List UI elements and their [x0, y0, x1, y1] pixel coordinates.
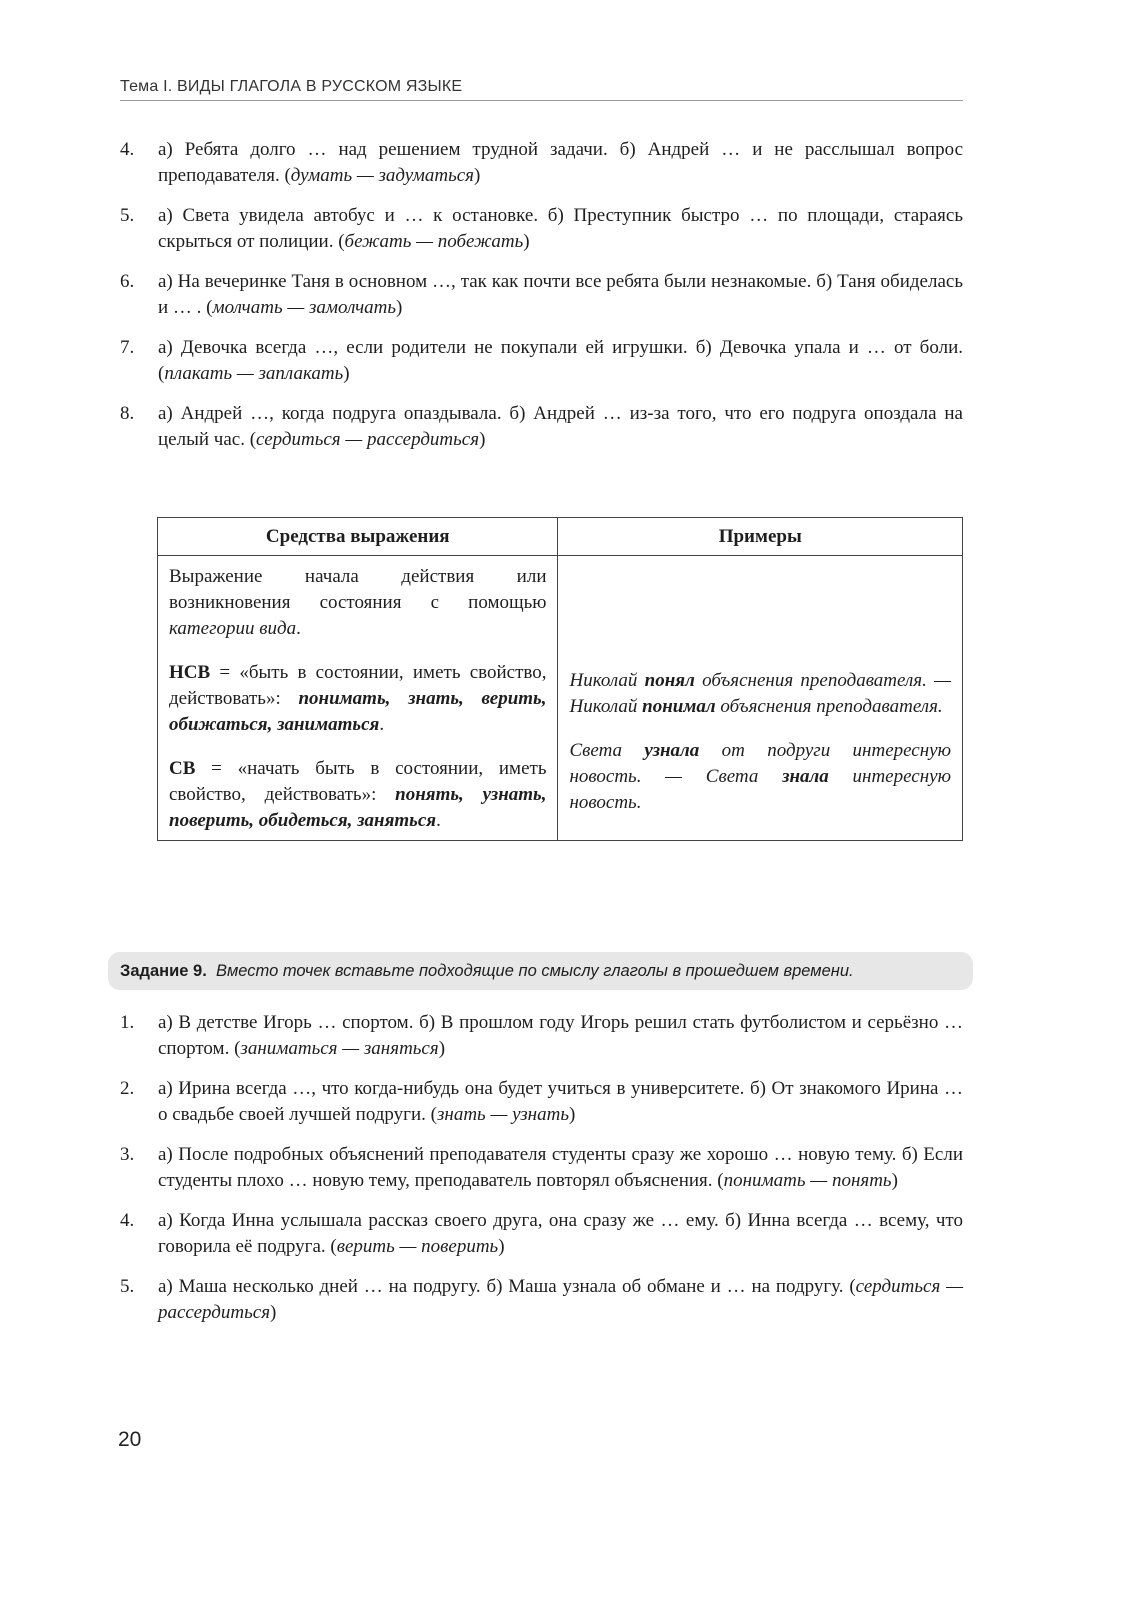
nsv-end: . — [379, 714, 385, 735]
means-intro — [169, 564, 546, 642]
item-verbs: бежать — побежать — [344, 231, 524, 252]
item-number: 5. — [120, 205, 135, 226]
exercise-item-3 — [120, 1142, 963, 1194]
item-close: ) — [568, 1104, 576, 1125]
item-text: а) На вечеринке Таня в основном …, так как почти все ребята были незнакомые. б) Таня обиделась и … . ( — [158, 271, 963, 318]
task-banner — [108, 952, 973, 990]
item-number: 3. — [120, 1144, 135, 1165]
nsv-verbs: понимать, знать, верить, обижаться, заниматься — [169, 688, 547, 735]
item-text: а) Света увидела автобус и … к остановке. б) Преступник быстро … по площади, стараясь скрыться от полиции. ( — [158, 205, 963, 252]
table-cell-examples — [558, 556, 963, 841]
item-number: 2. — [120, 1078, 135, 1099]
item-close: ) — [523, 231, 530, 252]
example-2-a: Света — [569, 740, 645, 761]
item-text: а) После подробных объяснений преподавателя студенты сразу же хорошо … новую тему. б) Если студенты плохо … новую тему, преподаватель повторял объяснения. ( — [158, 1144, 963, 1191]
examples-spacer — [569, 564, 951, 668]
item-close: ) — [498, 1236, 505, 1257]
example-1 — [569, 668, 951, 720]
item-verbs: сердиться — рассердиться — [158, 1276, 963, 1323]
item-close: ) — [396, 297, 403, 318]
means-intro-italic: категории вида — [169, 618, 297, 639]
example-2-c: от подруги интересную новость. — Света — [569, 740, 951, 787]
table-header-means: Средства выражения — [158, 518, 558, 556]
exercise-item-5 — [120, 1274, 963, 1326]
item-close: ) — [343, 363, 350, 384]
exercise-item-1 — [120, 1010, 963, 1062]
exercise-item-5 — [120, 203, 963, 255]
example-2-e: интересную новость. — [569, 766, 951, 813]
table-header-row — [158, 518, 963, 556]
item-text: а) Андрей …, когда подруга опаздывала. б) Андрей … из-за того, что его подруга опоздала на целый час. ( — [158, 403, 963, 450]
item-number: 4. — [120, 139, 135, 160]
task-instruction: Вместо точек вставьте подходящие по смыслу глаголы в прошедшем времени. — [215, 962, 854, 980]
sv-verbs: понять, узнать, поверить, обидеться, заняться — [169, 784, 547, 831]
task-label: Задание 9. — [120, 962, 207, 980]
nsv-term: НСВ — [169, 662, 211, 683]
table-row — [158, 556, 963, 841]
exercise-item-2 — [120, 1076, 963, 1128]
sv-term: СВ — [169, 758, 196, 779]
item-verbs: плакать — заплакать — [164, 363, 344, 384]
exercise-item-4 — [120, 1208, 963, 1260]
item-close: ) — [891, 1170, 898, 1191]
example-1-c: объяснения преподавателя. — Николай — [569, 670, 951, 717]
exercise-item-6 — [120, 269, 963, 321]
exercise-list-top — [120, 137, 963, 467]
item-text: а) Девочка всегда …, если родители не покупали ей игрушки. б) Девочка упала и … от боли. ( — [158, 337, 963, 384]
item-text: а) Когда Инна услышала рассказ своего друга, она сразу же … ему. б) Инна всегда … всему, что говорила её подруга. ( — [158, 1210, 963, 1257]
item-number: 4. — [120, 1210, 135, 1231]
running-header: Тема I. ВИДЫ ГЛАГОЛА В РУССКОМ ЯЗЫКЕ — [120, 78, 963, 101]
item-verbs: знать — узнать — [436, 1104, 569, 1125]
example-2-verb-sv: узнала — [644, 740, 700, 761]
item-close: ) — [473, 165, 481, 186]
item-verbs: сердиться — рассердиться — [256, 429, 480, 450]
item-number: 7. — [120, 337, 135, 358]
item-number: 1. — [120, 1012, 135, 1033]
item-verbs: заниматься — заняться — [240, 1038, 439, 1059]
item-close: ) — [270, 1302, 277, 1323]
aspect-table — [157, 517, 963, 841]
means-intro-text: Выражение начала действия или возникновения состояния с помощью — [169, 566, 547, 613]
item-verbs: думать — задуматься — [290, 165, 474, 186]
table-header-examples: Примеры — [558, 518, 963, 556]
means-intro-end: . — [296, 618, 301, 639]
example-1-a: Николай — [569, 670, 645, 691]
item-number: 8. — [120, 403, 135, 424]
item-verbs: понимать — понять — [723, 1170, 892, 1191]
item-text: а) В детстве Игорь … спортом. б) В прошлом году Игорь решил стать футболистом и серьёзно … спортом. ( — [158, 1012, 963, 1059]
example-1-verb-sv: понял — [644, 670, 695, 691]
item-number: 6. — [120, 271, 135, 292]
means-sv — [169, 756, 546, 834]
item-text: а) Ребята долго … над решением трудной задачи. б) Андрей … и не расслышал вопрос преподавателя. ( — [158, 139, 963, 186]
means-nsv — [169, 660, 546, 738]
exercise-list-bottom — [120, 1010, 963, 1340]
exercise-item-4 — [120, 137, 963, 189]
example-2 — [569, 738, 951, 816]
example-1-e: объяснения преподавателя. — [715, 696, 943, 717]
exercise-item-8 — [120, 401, 963, 453]
table-cell-means — [158, 556, 558, 841]
example-1-verb-nsv: понимал — [642, 696, 716, 717]
sv-text: = «начать быть в состоянии, иметь свойство, действовать»: — [169, 758, 547, 805]
item-close: ) — [438, 1038, 446, 1059]
exercise-item-7 — [120, 335, 963, 387]
item-number: 5. — [120, 1276, 135, 1297]
nsv-text: = «быть в состоянии, иметь свойство, действовать»: — [169, 662, 547, 709]
item-verbs: верить — поверить — [336, 1236, 499, 1257]
sv-end: . — [436, 810, 441, 831]
item-text: а) Маша несколько дней … на подругу. б) Маша узнала об обмане и … на подругу. ( — [158, 1276, 856, 1297]
example-2-verb-nsv: знала — [782, 766, 829, 787]
page-number: 20 — [118, 1428, 142, 1451]
item-text: а) Ирина всегда …, что когда-нибудь она будет учиться в университете. б) От знакомого Ирина … о свадьбе своей лучшей подруги. ( — [158, 1078, 963, 1125]
item-close: ) — [479, 429, 486, 450]
item-verbs: молчать — замолчать — [212, 297, 397, 318]
